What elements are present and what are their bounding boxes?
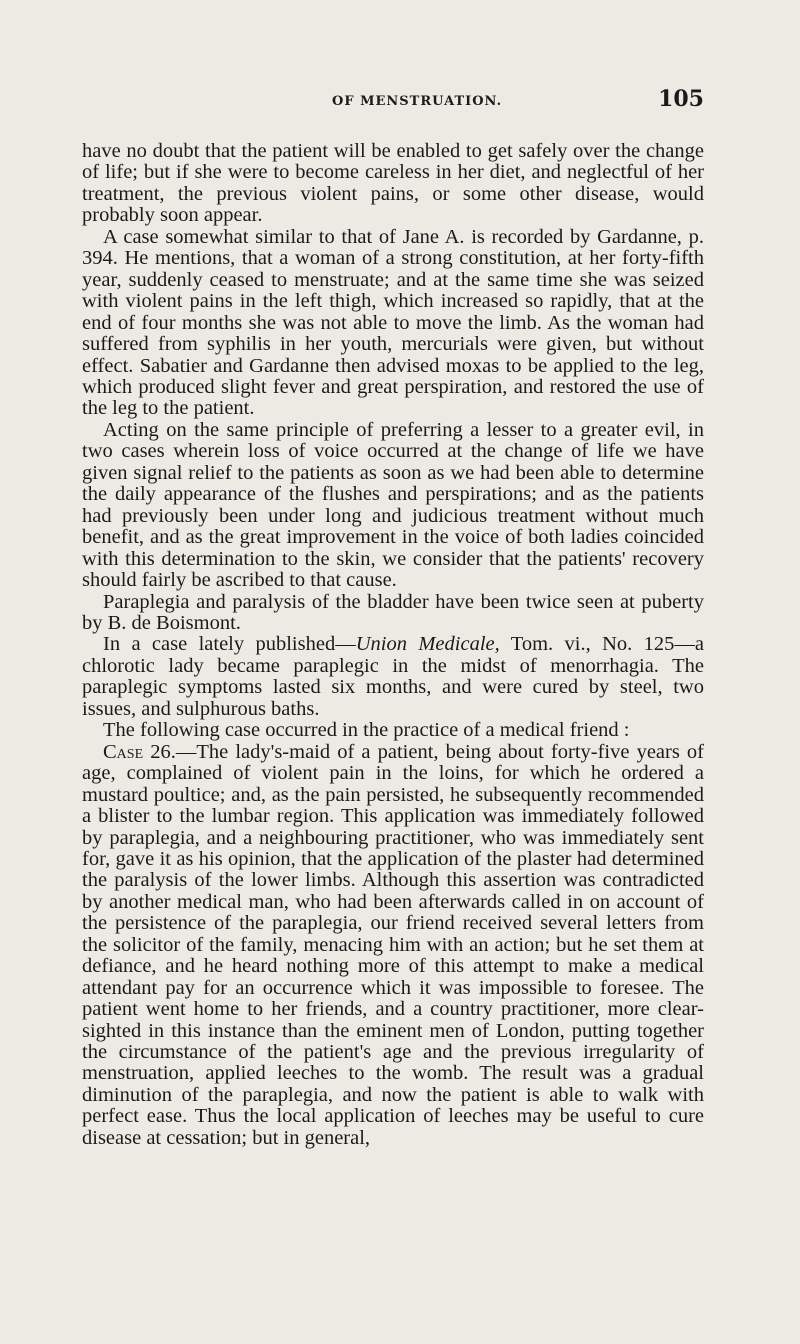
body-text xyxy=(82,141,704,1149)
paragraph-7-rest: 26.—The lady's-maid of a patient, being about forty-five years of age, complained of violent pain in the loins, for which he ordered a mustard poultice; and, as the pain persisted, he subsequently recommended a blister to the lumbar region. This application was immediately followed by paraplegia, and a neighbouring practitioner, who was immediately sent for, gave it as his opinion, that the application of the plaster had determined the paralysis of the lower limbs. Although this assertion was contradicted by another medical man, who had been afterwards called in on account of the persistence of the paraplegia, our friend received several letters from the solicitor of the family, menacing him with an action; but he set them at defiance, and he heard nothing more of this attempt to make a medical attendant pay for an occurrence which it was impossible to foresee. The patient went home to her friends, and a country practitioner, more clear-sighted in this instance than the eminent men of London, putting together the circumstance of the patient's age and the previous irregularity of menstruation, applied leeches to the womb. The result was a gradual diminution of the paraplegia, and now the patient is able to walk with perfect ease. Thus the local application of leeches may be useful to cure disease at cessation; but in general, xyxy=(82,740,704,1149)
paragraph-6: The following case occurred in the practice of a medical friend : xyxy=(103,719,630,742)
journal-title: Union Medicale, xyxy=(355,633,500,656)
running-title: OF MENSTRUATION. xyxy=(332,94,503,109)
paragraph-4: Paraplegia and paralysis of the bladder have been twice seen at puberty by B. de Boismont. xyxy=(82,590,704,634)
paragraph-5-rest: Tom. vi., No. 125—a chlorotic lady became paraplegic in the midst of menorrhagia. The paraplegic symptoms lasted six months, and were cured by steel, two issues, and sulphurous baths. xyxy=(82,633,705,720)
page-number: 105 xyxy=(658,86,704,112)
paragraph-1: have no doubt that the patient will be enabled to get safely over the change of life; but if she were to become careless in her diet, and neglectful of her treatment, the previous violent pains, or some other disease, would probably soon appear. xyxy=(82,140,704,227)
case-label: Case xyxy=(103,740,144,763)
paragraph-5-lead: In a case lately published— xyxy=(103,633,356,656)
paragraph-3: Acting on the same principle of preferring a lesser to a greater evil, in two cases wherein loss of voice occurred at the change of life we have given signal relief to the patients as soon as we had been able to determine the daily appearance of the flushes and perspirations; and as the patients had previously been under long and judicious treatment without much benefit, and as the great improvement in the voice of both ladies coincided with this determination to the skin, we consider that the patients' recovery should fairly be ascribed to that cause. xyxy=(82,418,704,592)
paragraph-5 xyxy=(82,634,704,720)
paragraph-2: A case somewhat similar to that of Jane A. is recorded by Gardanne, p. 394. He mentions, that a woman of a strong constitution, at her forty-fifth year, suddenly ceased to menstruate; and at the same time she was seized with violent pains in the left thigh, which increased so rapidly, that at the end of four months she was not able to move the limb. As the woman had suffered from syphilis in her youth, mercurials were given, but without effect. Sabatier and Gardanne then advised moxas to be applied to the leg, which produced slight fever and great perspiration, and restored the use of the leg to the patient. xyxy=(82,225,704,420)
paragraph-7 xyxy=(82,742,704,1150)
running-header xyxy=(82,86,704,116)
